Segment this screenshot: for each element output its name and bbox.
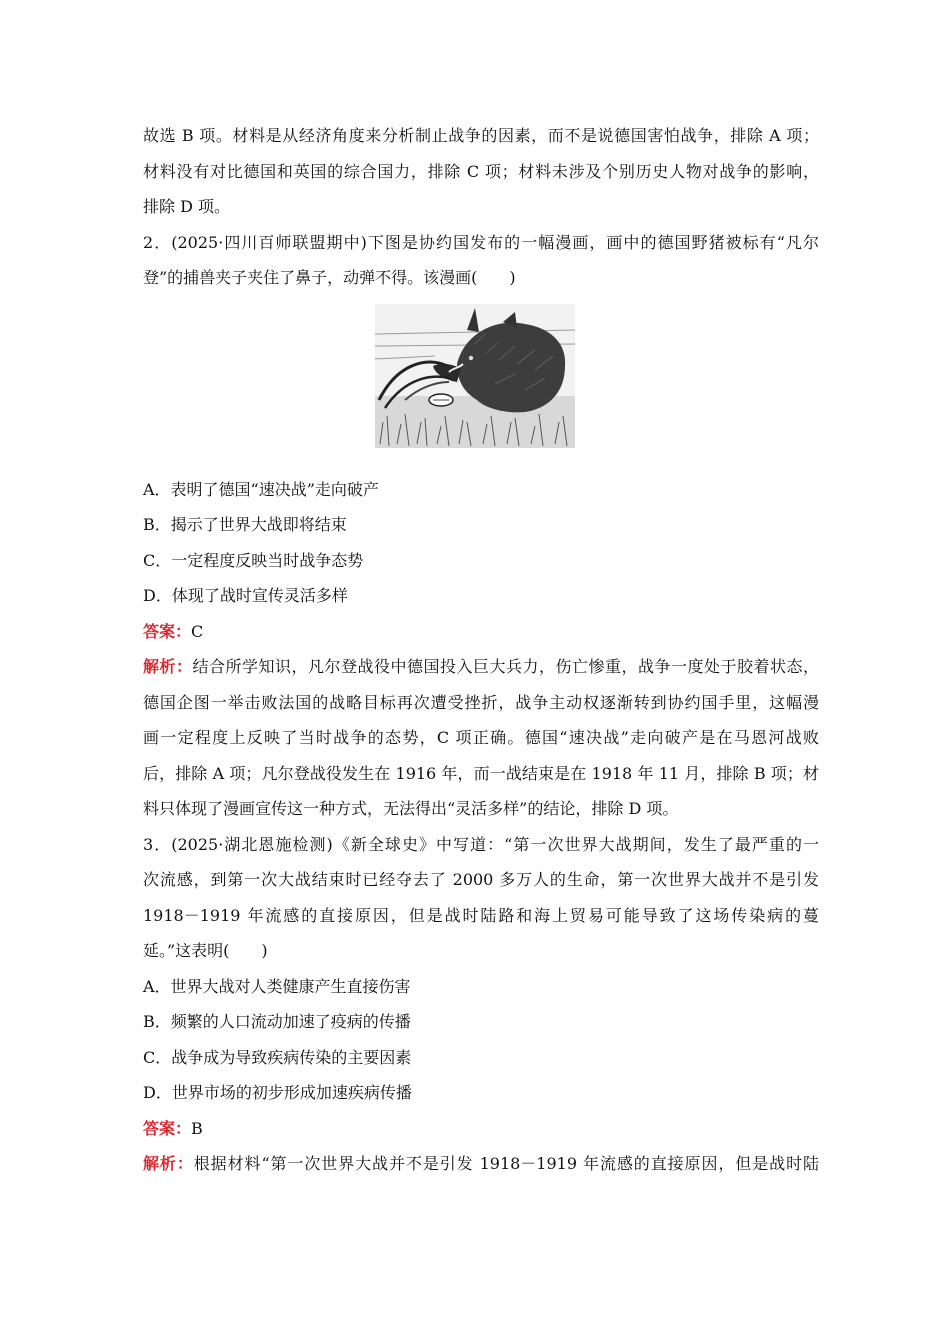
q2-analysis-line-4: 后，排除 A 项；凡尔登战役发生在 1916 年，而一战结束是在 1918 年 11 月，排除 B 项；材 <box>143 763 819 783</box>
analysis-label: 解析： <box>143 657 193 676</box>
q3-stem-line-4: 延。”这表明( ) <box>143 941 268 960</box>
answer-label: 答案： <box>143 1118 192 1138</box>
analysis-text: 根据材料“第一次世界大战并不是引发 1918－1919 年流感的直接原因，但是战时陆 <box>193 1154 819 1173</box>
q3-stem-line-3: 1918－1919 年流感的直接原因，但是战时陆路和海上贸易可能导致了这场传染病的蔓 <box>143 905 819 925</box>
cartoon-figure <box>143 304 819 452</box>
prev-analysis-line-2: 材料没有对比德国和英国的综合国力，排除 C 项；材料未涉及个别历史人物对战争的影响， <box>143 161 819 181</box>
q2-analysis-line-3: 画一定程度上反映了当时战争的态势，C 项正确。德国“速决战”走向破产是在马恩河战败 <box>143 728 819 747</box>
q2-stem-line-1: 2．(2025·四川百师联盟期中)下图是协约国发布的一幅漫画，画中的德国野猪被标有“凡尔 <box>143 232 819 252</box>
q3-stem-line-1: 3．(2025·湖北恩施检测)《新全球史》中写道：“第一次世界大战期间，发生了最严重的一 <box>143 834 819 854</box>
analysis-label: 解析： <box>143 1154 194 1173</box>
q3-option-c: C．战争成为导致疾病传染的主要因素 <box>143 1047 412 1067</box>
q2-answer <box>143 614 819 650</box>
q3-answer <box>143 1111 819 1147</box>
analysis-text: 结合所学知识，凡尔登战役中德国投入巨大兵力，伤亡惨重，战争一度处于胶着状态， <box>192 657 819 676</box>
q3-option-b: B．频繁的人口流动加速了疫病的传播 <box>143 1012 411 1031</box>
q3-analysis-line-1 <box>143 1146 819 1182</box>
q2-option-b: B．揭示了世界大战即将结束 <box>143 515 347 534</box>
q3-option-d: D．世界市场的初步形成加速疾病传播 <box>143 1083 412 1102</box>
answer-label: 答案： <box>143 621 192 641</box>
document-page <box>143 118 819 1182</box>
q2-stem-line-2: 登”的捕兽夹子夹住了鼻子，动弹不得。该漫画( ) <box>143 268 516 287</box>
q2-option-a: A．表明了德国“速决战”走向破产 <box>143 479 379 499</box>
q2-analysis-line-5: 料只体现了漫画宣传这一种方式，无法得出“灵活多样”的结论，排除 D 项。 <box>143 799 679 818</box>
answer-value: B <box>191 1118 203 1138</box>
prev-analysis-line-1: 故选 B 项。材料是从经济角度来分析制止战争的因素，而不是说德国害怕战争，排除 A 项； <box>143 126 819 145</box>
q3-option-a: A．世界大战对人类健康产生直接伤害 <box>143 976 411 996</box>
prev-analysis-line-3: 排除 D 项。 <box>143 197 231 216</box>
q2-option-d: D．体现了战时宣传灵活多样 <box>143 586 348 605</box>
q2-option-c: C．一定程度反映当时战争态势 <box>143 550 364 570</box>
q2-analysis-line-2: 德国企图一举击败法国的战略目标再次遭受挫折，战争主动权逐渐转到协约国手里，这幅漫 <box>143 692 819 712</box>
answer-value: C <box>191 621 204 641</box>
q2-analysis-line-1 <box>143 649 819 685</box>
q3-stem-line-2: 次流感，到第一次大战结束时已经夺去了 2000 多万人的生命，第一次世界大战并不是引发 <box>143 870 819 889</box>
boar-trap-cartoon-image <box>375 304 575 448</box>
